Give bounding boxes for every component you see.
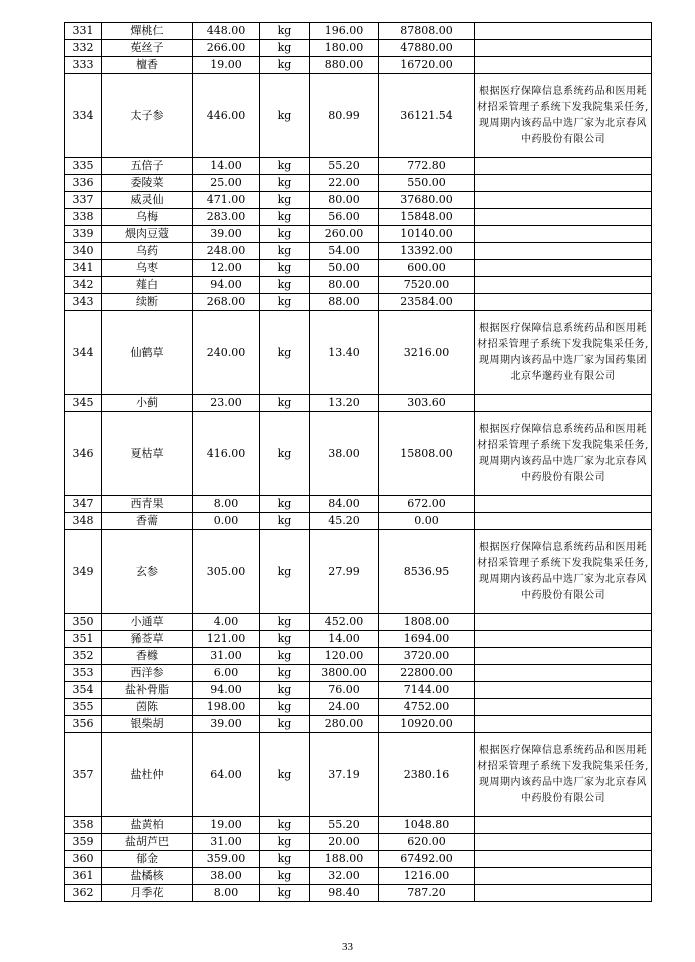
amount-cell: 8536.95 [379, 530, 475, 614]
drug-name-cell: 玄参 [102, 530, 193, 614]
remark-cell [475, 885, 652, 902]
row-number-cell: 353 [65, 665, 102, 682]
row-number-cell: 337 [65, 192, 102, 209]
remark-cell [475, 614, 652, 631]
unit-cell: kg [260, 699, 310, 716]
table-row [65, 395, 652, 412]
unit-cell: kg [260, 23, 310, 40]
amount-cell: 15808.00 [379, 412, 475, 496]
quantity-cell: 38.00 [193, 868, 260, 885]
amount-cell: 1808.00 [379, 614, 475, 631]
quantity-cell: 31.00 [193, 648, 260, 665]
row-number-cell: 356 [65, 716, 102, 733]
quantity-cell: 19.00 [193, 817, 260, 834]
unit-price-cell: 452.00 [310, 614, 379, 631]
quantity-cell: 94.00 [193, 682, 260, 699]
unit-cell: kg [260, 834, 310, 851]
row-number-cell: 345 [65, 395, 102, 412]
drug-name-cell: 威灵仙 [102, 192, 193, 209]
unit-price-cell: 55.20 [310, 158, 379, 175]
row-number-cell: 332 [65, 40, 102, 57]
procurement-table [64, 22, 652, 902]
unit-price-cell: 55.20 [310, 817, 379, 834]
quantity-cell: 305.00 [193, 530, 260, 614]
unit-cell: kg [260, 192, 310, 209]
drug-name-cell: 五倍子 [102, 158, 193, 175]
amount-cell: 67492.00 [379, 851, 475, 868]
table-row [65, 175, 652, 192]
amount-cell: 15848.00 [379, 209, 475, 226]
row-number-cell: 355 [65, 699, 102, 716]
unit-price-cell: 84.00 [310, 496, 379, 513]
row-number-cell: 333 [65, 57, 102, 74]
drug-name-cell: 乌药 [102, 243, 193, 260]
table-row [65, 496, 652, 513]
row-number-cell: 344 [65, 311, 102, 395]
row-number-cell: 335 [65, 158, 102, 175]
remark-cell [475, 226, 652, 243]
unit-price-cell: 180.00 [310, 40, 379, 57]
quantity-cell: 25.00 [193, 175, 260, 192]
unit-cell: kg [260, 648, 310, 665]
quantity-cell: 240.00 [193, 311, 260, 395]
remark-cell [475, 648, 652, 665]
remark-cell [475, 817, 652, 834]
amount-cell: 13392.00 [379, 243, 475, 260]
remark-cell: 根据医疗保障信息系统药品和医用耗材招采管理子系统下发我院集采任务,现周期内该药品中选厂家为北京春风中药股份有限公司 [475, 412, 652, 496]
table-row [65, 192, 652, 209]
quantity-cell: 6.00 [193, 665, 260, 682]
row-number-cell: 334 [65, 74, 102, 158]
row-number-cell: 339 [65, 226, 102, 243]
drug-name-cell: 檀香 [102, 57, 193, 74]
quantity-cell: 448.00 [193, 23, 260, 40]
unit-cell: kg [260, 885, 310, 902]
drug-name-cell: 煨肉豆蔻 [102, 226, 193, 243]
drug-name-cell: 燀桃仁 [102, 23, 193, 40]
amount-cell: 16720.00 [379, 57, 475, 74]
table-row [65, 699, 652, 716]
drug-name-cell: 小通草 [102, 614, 193, 631]
unit-price-cell: 22.00 [310, 175, 379, 192]
unit-price-cell: 45.20 [310, 513, 379, 530]
quantity-cell: 248.00 [193, 243, 260, 260]
quantity-cell: 268.00 [193, 294, 260, 311]
remark-cell [475, 23, 652, 40]
amount-cell: 47880.00 [379, 40, 475, 57]
remark-cell [475, 277, 652, 294]
table-row [65, 311, 652, 395]
drug-name-cell: 郁金 [102, 851, 193, 868]
drug-name-cell: 乌枣 [102, 260, 193, 277]
drug-name-cell: 盐杜仲 [102, 733, 193, 817]
amount-cell: 672.00 [379, 496, 475, 513]
drug-name-cell: 西青果 [102, 496, 193, 513]
table-row [65, 648, 652, 665]
row-number-cell: 348 [65, 513, 102, 530]
drug-name-cell: 茵陈 [102, 699, 193, 716]
drug-name-cell: 香薷 [102, 513, 193, 530]
unit-cell: kg [260, 614, 310, 631]
unit-price-cell: 188.00 [310, 851, 379, 868]
remark-cell [475, 513, 652, 530]
remark-cell: 根据医疗保障信息系统药品和医用耗材招采管理子系统下发我院集采任务,现周期内该药品中选厂家为北京春风中药股份有限公司 [475, 74, 652, 158]
table-row [65, 817, 652, 834]
page-number: 33 [342, 941, 353, 953]
unit-price-cell: 76.00 [310, 682, 379, 699]
remark-cell [475, 260, 652, 277]
table-row [65, 665, 652, 682]
quantity-cell: 31.00 [193, 834, 260, 851]
unit-cell: kg [260, 851, 310, 868]
quantity-cell: 198.00 [193, 699, 260, 716]
drug-name-cell: 小蓟 [102, 395, 193, 412]
unit-cell: kg [260, 395, 310, 412]
table-row [65, 513, 652, 530]
amount-cell: 22800.00 [379, 665, 475, 682]
unit-price-cell: 3800.00 [310, 665, 379, 682]
table-row [65, 851, 652, 868]
row-number-cell: 331 [65, 23, 102, 40]
amount-cell: 1694.00 [379, 631, 475, 648]
unit-price-cell: 32.00 [310, 868, 379, 885]
row-number-cell: 338 [65, 209, 102, 226]
remark-cell: 根据医疗保障信息系统药品和医用耗材招采管理子系统下发我院集采任务,现周期内该药品中选厂家为国药集团北京华邈药业有限公司 [475, 311, 652, 395]
quantity-cell: 8.00 [193, 885, 260, 902]
table-row [65, 614, 652, 631]
amount-cell: 37680.00 [379, 192, 475, 209]
unit-cell: kg [260, 277, 310, 294]
unit-cell: kg [260, 311, 310, 395]
amount-cell: 7144.00 [379, 682, 475, 699]
table-row [65, 209, 652, 226]
amount-cell: 1216.00 [379, 868, 475, 885]
row-number-cell: 347 [65, 496, 102, 513]
unit-cell: kg [260, 260, 310, 277]
quantity-cell: 12.00 [193, 260, 260, 277]
unit-cell: kg [260, 513, 310, 530]
unit-price-cell: 38.00 [310, 412, 379, 496]
amount-cell: 23584.00 [379, 294, 475, 311]
drug-name-cell: 银柴胡 [102, 716, 193, 733]
unit-price-cell: 14.00 [310, 631, 379, 648]
unit-cell: kg [260, 496, 310, 513]
table-row [65, 158, 652, 175]
drug-name-cell: 豨莶草 [102, 631, 193, 648]
table-row [65, 716, 652, 733]
amount-cell: 7520.00 [379, 277, 475, 294]
unit-cell: kg [260, 158, 310, 175]
unit-cell: kg [260, 530, 310, 614]
amount-cell: 787.20 [379, 885, 475, 902]
amount-cell: 1048.80 [379, 817, 475, 834]
row-number-cell: 343 [65, 294, 102, 311]
table-row [65, 57, 652, 74]
row-number-cell: 362 [65, 885, 102, 902]
unit-cell: kg [260, 40, 310, 57]
row-number-cell: 350 [65, 614, 102, 631]
drug-name-cell: 委陵菜 [102, 175, 193, 192]
unit-price-cell: 37.19 [310, 733, 379, 817]
amount-cell: 3216.00 [379, 311, 475, 395]
quantity-cell: 8.00 [193, 496, 260, 513]
row-number-cell: 346 [65, 412, 102, 496]
row-number-cell: 354 [65, 682, 102, 699]
remark-cell [475, 40, 652, 57]
unit-cell: kg [260, 175, 310, 192]
amount-cell: 3720.00 [379, 648, 475, 665]
unit-price-cell: 98.40 [310, 885, 379, 902]
amount-cell: 2380.16 [379, 733, 475, 817]
quantity-cell: 359.00 [193, 851, 260, 868]
remark-cell [475, 57, 652, 74]
quantity-cell: 266.00 [193, 40, 260, 57]
table-row [65, 868, 652, 885]
remark-cell [475, 175, 652, 192]
table-row [65, 260, 652, 277]
drug-name-cell: 续断 [102, 294, 193, 311]
amount-cell: 303.60 [379, 395, 475, 412]
table-row [65, 40, 652, 57]
remark-cell [475, 682, 652, 699]
remark-cell [475, 699, 652, 716]
unit-cell: kg [260, 294, 310, 311]
unit-cell: kg [260, 226, 310, 243]
unit-price-cell: 196.00 [310, 23, 379, 40]
table-row [65, 885, 652, 902]
row-number-cell: 351 [65, 631, 102, 648]
unit-cell: kg [260, 412, 310, 496]
drug-name-cell: 薤白 [102, 277, 193, 294]
remark-cell: 根据医疗保障信息系统药品和医用耗材招采管理子系统下发我院集采任务,现周期内该药品中选厂家为北京春风中药股份有限公司 [475, 530, 652, 614]
remark-cell [475, 192, 652, 209]
unit-price-cell: 56.00 [310, 209, 379, 226]
amount-cell: 0.00 [379, 513, 475, 530]
unit-cell: kg [260, 665, 310, 682]
amount-cell: 10140.00 [379, 226, 475, 243]
unit-price-cell: 20.00 [310, 834, 379, 851]
table-body [65, 23, 652, 902]
row-number-cell: 361 [65, 868, 102, 885]
unit-price-cell: 88.00 [310, 294, 379, 311]
unit-price-cell: 260.00 [310, 226, 379, 243]
remark-cell [475, 496, 652, 513]
remark-cell: 根据医疗保障信息系统药品和医用耗材招采管理子系统下发我院集采任务,现周期内该药品中选厂家为北京春风中药股份有限公司 [475, 733, 652, 817]
unit-price-cell: 27.99 [310, 530, 379, 614]
remark-cell [475, 868, 652, 885]
drug-name-cell: 太子参 [102, 74, 193, 158]
quantity-cell: 4.00 [193, 614, 260, 631]
unit-price-cell: 280.00 [310, 716, 379, 733]
amount-cell: 600.00 [379, 260, 475, 277]
unit-price-cell: 80.00 [310, 277, 379, 294]
unit-cell: kg [260, 733, 310, 817]
unit-price-cell: 13.40 [310, 311, 379, 395]
quantity-cell: 14.00 [193, 158, 260, 175]
unit-price-cell: 880.00 [310, 57, 379, 74]
drug-name-cell: 夏枯草 [102, 412, 193, 496]
drug-name-cell: 乌梅 [102, 209, 193, 226]
remark-cell [475, 243, 652, 260]
remark-cell [475, 665, 652, 682]
unit-price-cell: 80.99 [310, 74, 379, 158]
unit-price-cell: 54.00 [310, 243, 379, 260]
unit-cell: kg [260, 631, 310, 648]
unit-cell: kg [260, 74, 310, 158]
drug-name-cell: 盐橘核 [102, 868, 193, 885]
drug-name-cell: 盐胡芦巴 [102, 834, 193, 851]
remark-cell [475, 716, 652, 733]
amount-cell: 550.00 [379, 175, 475, 192]
unit-price-cell: 120.00 [310, 648, 379, 665]
quantity-cell: 0.00 [193, 513, 260, 530]
table-row [65, 733, 652, 817]
row-number-cell: 340 [65, 243, 102, 260]
remark-cell [475, 158, 652, 175]
remark-cell [475, 395, 652, 412]
remark-cell [475, 209, 652, 226]
amount-cell: 620.00 [379, 834, 475, 851]
quantity-cell: 39.00 [193, 226, 260, 243]
unit-cell: kg [260, 716, 310, 733]
table-row [65, 412, 652, 496]
row-number-cell: 357 [65, 733, 102, 817]
table-row [65, 682, 652, 699]
table-row [65, 277, 652, 294]
unit-cell: kg [260, 817, 310, 834]
row-number-cell: 360 [65, 851, 102, 868]
amount-cell: 36121.54 [379, 74, 475, 158]
quantity-cell: 19.00 [193, 57, 260, 74]
amount-cell: 87808.00 [379, 23, 475, 40]
quantity-cell: 283.00 [193, 209, 260, 226]
unit-cell: kg [260, 209, 310, 226]
quantity-cell: 121.00 [193, 631, 260, 648]
quantity-cell: 94.00 [193, 277, 260, 294]
table-row [65, 631, 652, 648]
table-row [65, 530, 652, 614]
table-row [65, 226, 652, 243]
drug-name-cell: 西洋参 [102, 665, 193, 682]
remark-cell [475, 294, 652, 311]
unit-price-cell: 50.00 [310, 260, 379, 277]
unit-cell: kg [260, 682, 310, 699]
drug-name-cell: 盐黄柏 [102, 817, 193, 834]
row-number-cell: 359 [65, 834, 102, 851]
quantity-cell: 446.00 [193, 74, 260, 158]
amount-cell: 772.80 [379, 158, 475, 175]
remark-cell [475, 834, 652, 851]
amount-cell: 10920.00 [379, 716, 475, 733]
remark-cell [475, 631, 652, 648]
quantity-cell: 416.00 [193, 412, 260, 496]
unit-cell: kg [260, 243, 310, 260]
row-number-cell: 358 [65, 817, 102, 834]
quantity-cell: 64.00 [193, 733, 260, 817]
row-number-cell: 349 [65, 530, 102, 614]
drug-name-cell: 盐补骨脂 [102, 682, 193, 699]
table-row [65, 294, 652, 311]
quantity-cell: 23.00 [193, 395, 260, 412]
drug-name-cell: 香橼 [102, 648, 193, 665]
amount-cell: 4752.00 [379, 699, 475, 716]
row-number-cell: 342 [65, 277, 102, 294]
unit-cell: kg [260, 57, 310, 74]
row-number-cell: 352 [65, 648, 102, 665]
table-row [65, 243, 652, 260]
unit-price-cell: 24.00 [310, 699, 379, 716]
remark-cell [475, 851, 652, 868]
drug-name-cell: 仙鹤草 [102, 311, 193, 395]
quantity-cell: 39.00 [193, 716, 260, 733]
quantity-cell: 471.00 [193, 192, 260, 209]
drug-name-cell: 月季花 [102, 885, 193, 902]
row-number-cell: 341 [65, 260, 102, 277]
row-number-cell: 336 [65, 175, 102, 192]
table-row [65, 23, 652, 40]
unit-price-cell: 80.00 [310, 192, 379, 209]
table-row [65, 834, 652, 851]
table-row [65, 74, 652, 158]
unit-price-cell: 13.20 [310, 395, 379, 412]
drug-name-cell: 莬丝子 [102, 40, 193, 57]
unit-cell: kg [260, 868, 310, 885]
